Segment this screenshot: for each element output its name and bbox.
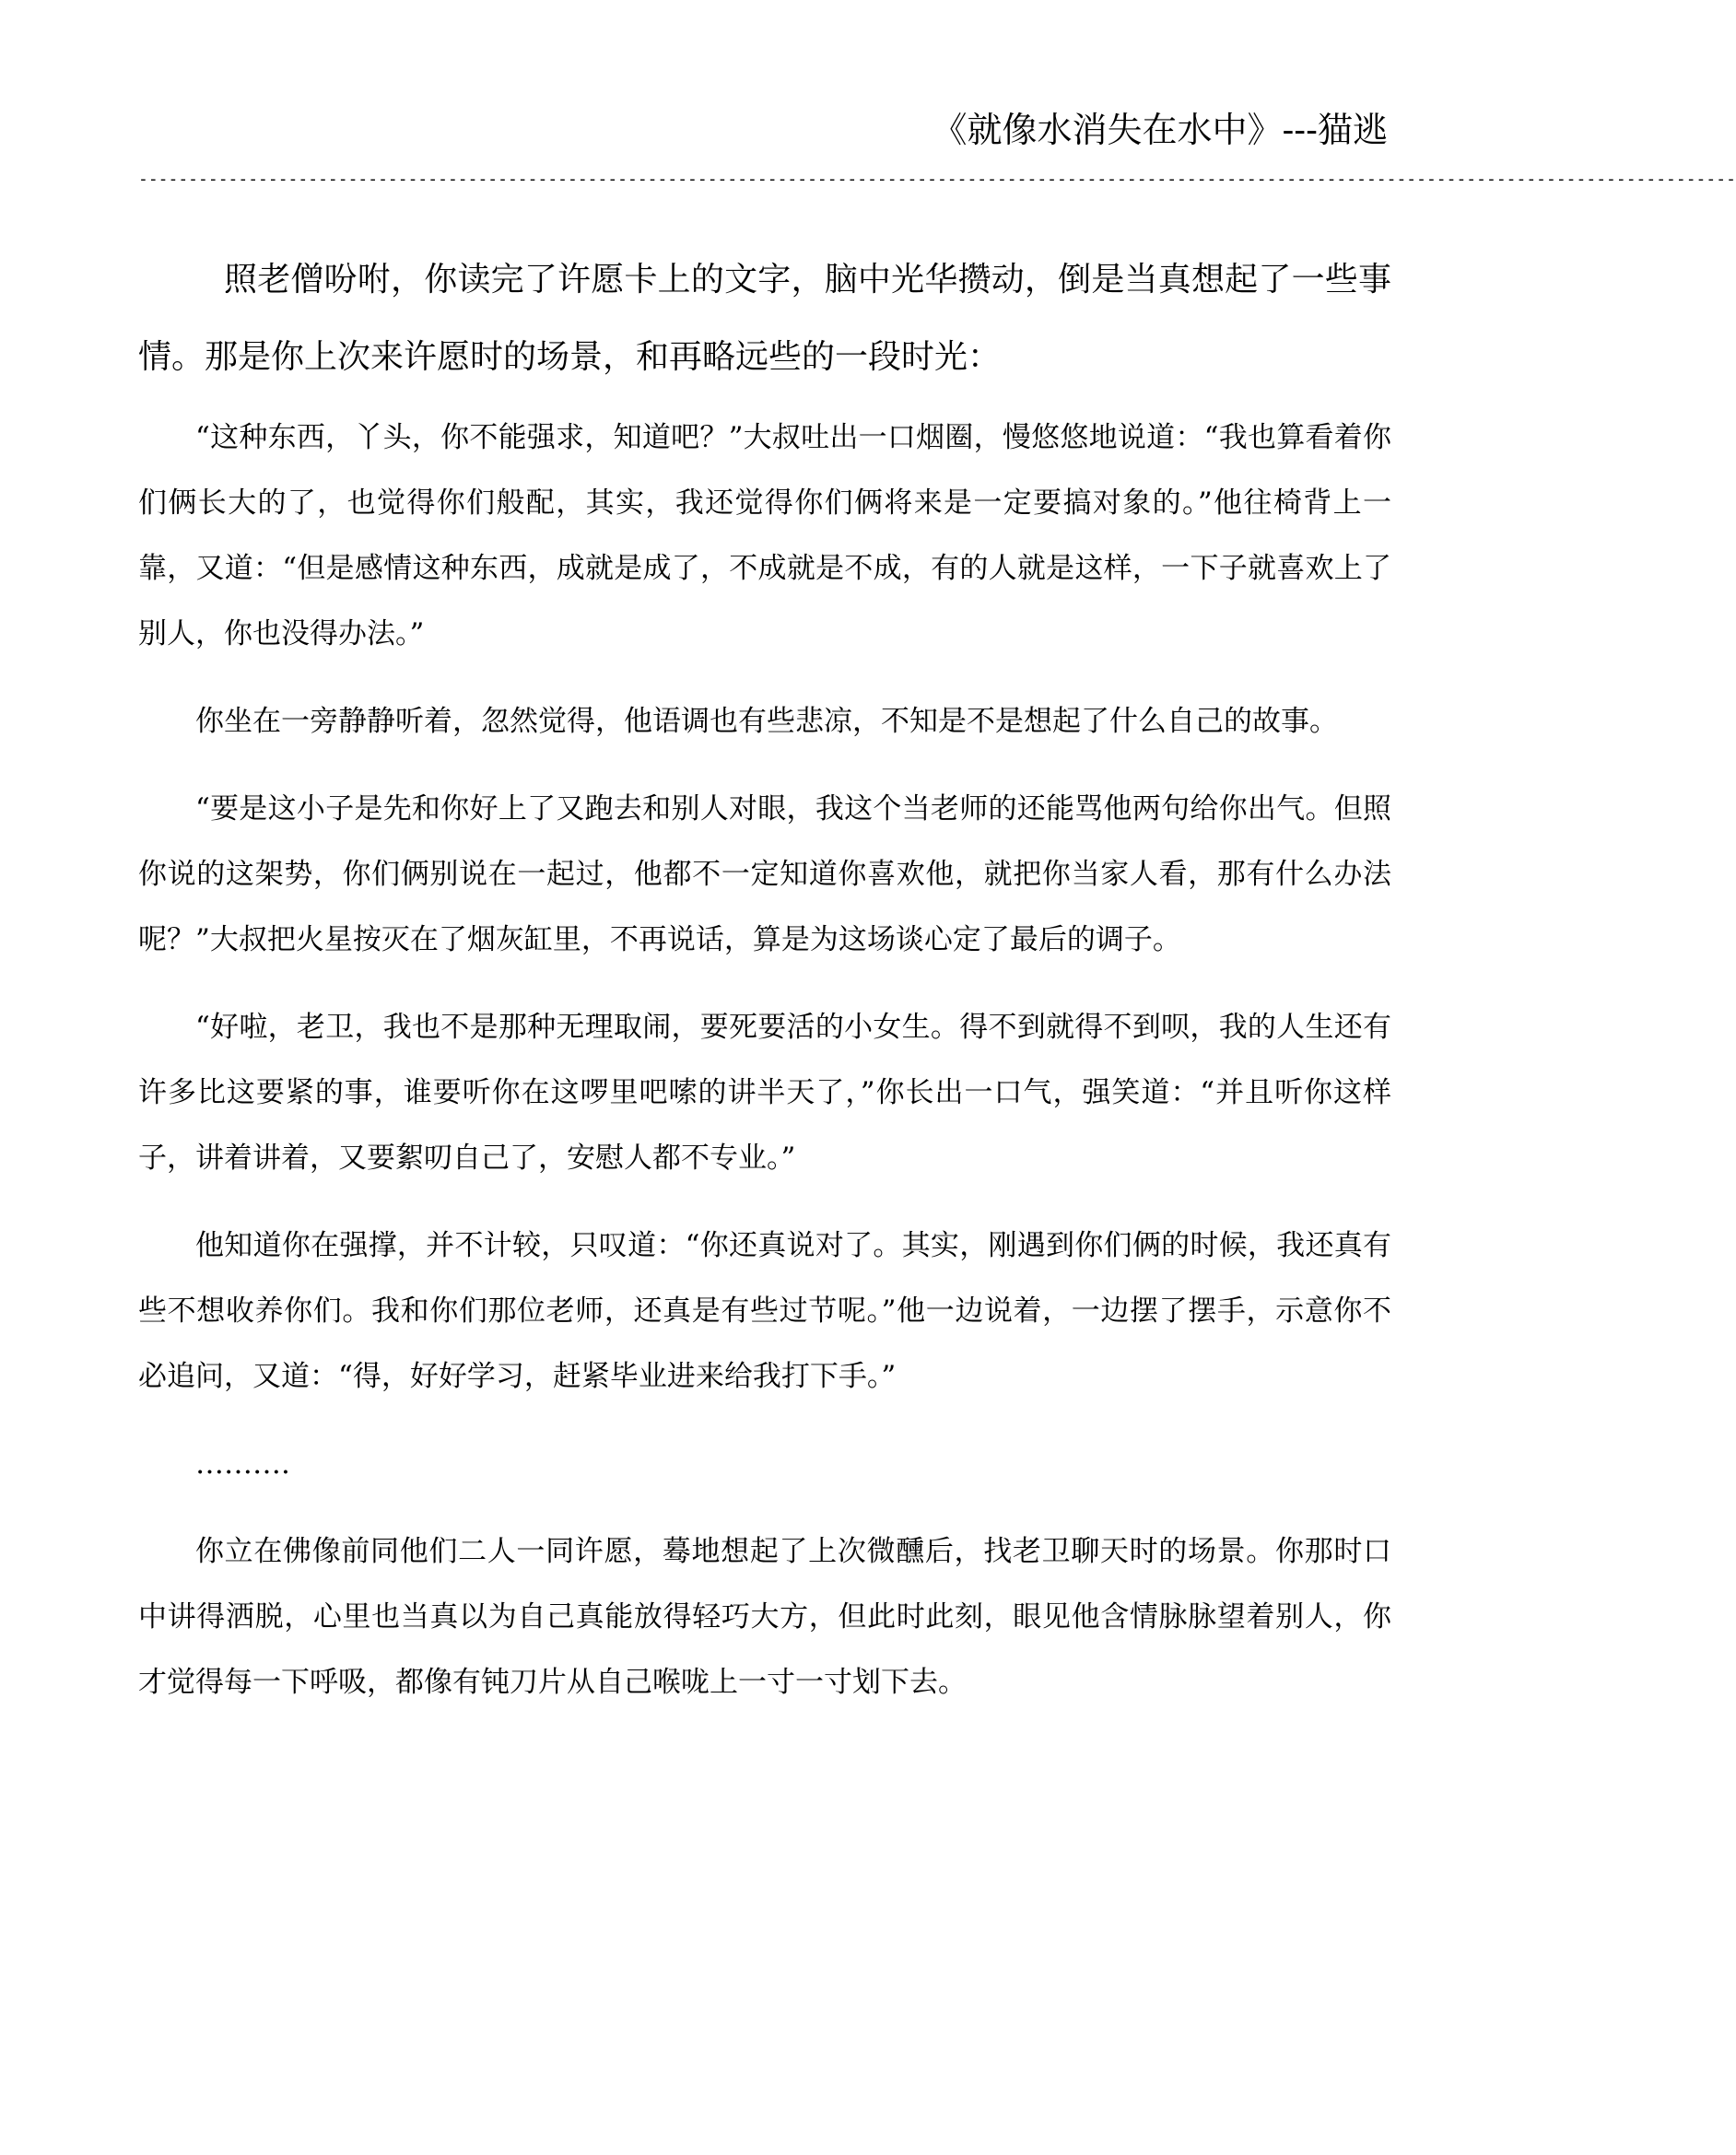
scene-break: ……….	[195, 1447, 290, 1481]
paragraph: 你坐在一旁静静听着，忽然觉得，他语调也有些悲凉，不知是不是想起了什么自己的故事。	[195, 705, 1338, 738]
document-body	[138, 241, 1391, 1738]
paragraph: “要是这小子是先和你好上了又跑去和别人对眼，我这个当老师的还能骂他两句给你出气。但照你说的这架势，你们俩别说在一起过，他都不一定知道你喜欢他，就把你当家人看，那有什么办法呢？”大叔把火星按灭在了烟灰缸里，不再说话，算是为这场谈心定了最后的调子。	[138, 792, 1391, 956]
paragraph: 照老僧吩咐，你读完了许愿卡上的文字，脑中光华攒动，倒是当真想起了一些事情。那是你上次来许愿时的场景，和再略远些的一段时光：	[138, 261, 1391, 376]
document-title: 《就像水消失在水中》---猫逃	[932, 110, 1388, 150]
header-divider: ----------------------------------------------------------------------------------------------------------------------------------------------------------------	[138, 170, 1736, 189]
paragraph: “好啦，老卫，我也不是那种无理取闹，要死要活的小女生。得不到就得不到呗，我的人生还有许多比这要紧的事，谁要听你在这啰里吧嗦的讲半天了，”你长出一口气，强笑道：“并且听你这样子，讲着讲着，又要絮叨自己了，安慰人都不专业。”	[138, 1011, 1391, 1175]
paragraph: 他知道你在强撑，并不计较，只叹道：“你还真说对了。其实，刚遇到你们俩的时候，我还真有些不想收养你们。我和你们那位老师，还真是有些过节呢。”他一边说着，一边摆了摆手，示意你不必追问，又道：“得，好好学习，赶紧毕业进来给我打下手。”	[138, 1229, 1391, 1393]
paragraph: 你立在佛像前同他们二人一同许愿，蓦地想起了上次微醺后，找老卫聊天时的场景。你那时口中讲得洒脱，心里也当真以为自己真能放得轻巧大方，但此时此刻，眼见他含情脉脉望着别人，你才觉得每一下呼吸，都像有钝刀片从自己喉咙上一寸一寸划下去。	[138, 1535, 1391, 1699]
paragraph: “这种东西，丫头，你不能强求，知道吧？”大叔吐出一口烟圈，慢悠悠地说道：“我也算看着你们俩长大的了，也觉得你们般配，其实，我还觉得你们俩将来是一定要搞对象的。”他往椅背上一靠，又道：“但是感情这种东西，成就是成了，不成就是不成，有的人就是这样，一下子就喜欢上了别人，你也没得办法。”	[138, 421, 1391, 650]
